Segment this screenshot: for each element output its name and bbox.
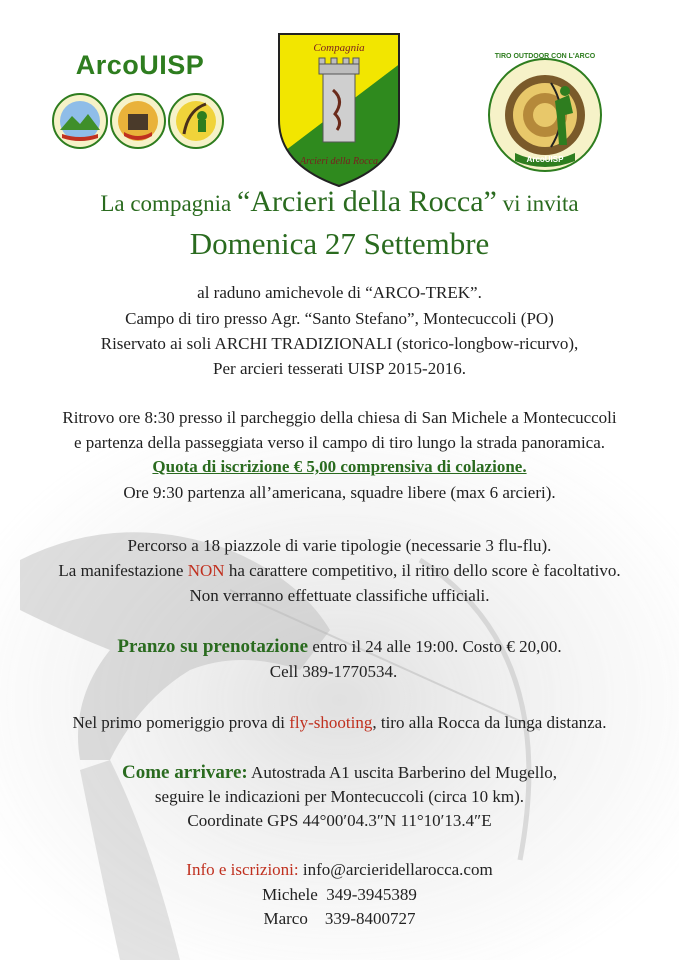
directions-label: Come arrivare: <box>122 762 248 783</box>
course-description: Percorso a 18 piazzole di varie tipologie (necessarie 3 flu-flu). <box>127 536 552 555</box>
contacts-label: Info e iscrizioni: <box>186 860 299 879</box>
rankings-note: Non verranno effettuate classifiche ufficiali. <box>189 586 490 605</box>
fly-highlight: fly-shooting <box>289 713 373 732</box>
walk-start: e partenza della passeggiata verso il campo di tiro lungo la strada panoramica. <box>73 433 606 452</box>
arcouisp-logo <box>50 50 225 150</box>
competition-pre: La manifestazione <box>58 561 188 580</box>
invite-post: vi invita <box>496 191 579 216</box>
invite-pre: La compagnia <box>100 191 238 216</box>
detail-line-3: Riservato ai soli ARCHI TRADIZIONALI (storico-longbow-ricurvo), <box>100 334 579 353</box>
event-date: Domenica 27 Settembre <box>189 226 490 261</box>
discipline-badges-icon <box>50 90 225 152</box>
directions-text-1: Autostrada A1 uscita Barberino del Mugello, <box>247 763 557 782</box>
detail-line-1: al raduno amichevole di “ARCO-TREK”. <box>197 283 482 302</box>
invite-company-name: “Arcieri della Rocca” <box>237 185 497 218</box>
contact-marco: Marco 339-8400727 <box>263 909 416 928</box>
shield-top-text: Compagnia <box>313 42 365 54</box>
lunch-text: entro il 24 alle 19:00. Costo € 20,00. <box>308 637 562 656</box>
competition-note <box>0 561 679 581</box>
detail-line-2: Campo di tiro presso Agr. “Santo Stefano”, Montecuccoli (PO) <box>125 309 554 328</box>
detail-line-4: Per arcieri tesserati UISP 2015-2016. <box>213 359 466 378</box>
shield-bottom-text: Arcieri della Rocca <box>300 156 378 167</box>
ring-top-text: TIRO OUTDOOR CON L'ARCO <box>494 53 596 60</box>
lunch-cell: Cell 389-1770534. <box>269 662 398 681</box>
meeting-point: Ritrovo ore 8:30 presso il parcheggio della chiesa di San Michele a Montecuccoli <box>62 408 617 427</box>
contact-email: info@arcieridellarocca.com <box>298 860 493 879</box>
fly-pre: Nel primo pomeriggio prova di <box>72 713 290 732</box>
contacts-line <box>0 860 679 880</box>
directions-line-2: seguire le indicazioni per Montecuccoli (circa 10 km). <box>154 787 525 806</box>
gps-coordinates: Coordinate GPS 44°00′04.3″N 11°10′13.4″E <box>187 811 492 830</box>
lunch-line <box>0 636 679 658</box>
contact-michele: Michele 349-3945389 <box>262 885 417 904</box>
start-time: Ore 9:30 partenza all’americana, squadre libere (max 6 arcieri). <box>123 483 556 502</box>
registration-fee: Quota di iscrizione € 5,00 comprensiva di colazione. <box>152 457 527 476</box>
ring-bottom-text: ArcoUISP <box>526 155 564 164</box>
competition-post: ha carattere competitivo, il ritiro dello score è facoltativo. <box>224 561 621 580</box>
fly-shooting-line <box>0 713 679 733</box>
tiro-outdoor-logo <box>485 55 605 175</box>
invite-heading <box>0 185 679 219</box>
competition-non: NON <box>187 561 225 580</box>
compagnia-shield-logo <box>273 30 405 190</box>
fly-post: , tiro alla Rocca da lunga distanza. <box>372 713 607 732</box>
directions-line-1 <box>0 762 679 784</box>
arcouisp-brand-text: ArcoUISP <box>75 50 205 80</box>
lunch-label: Pranzo su prenotazione <box>117 636 309 657</box>
